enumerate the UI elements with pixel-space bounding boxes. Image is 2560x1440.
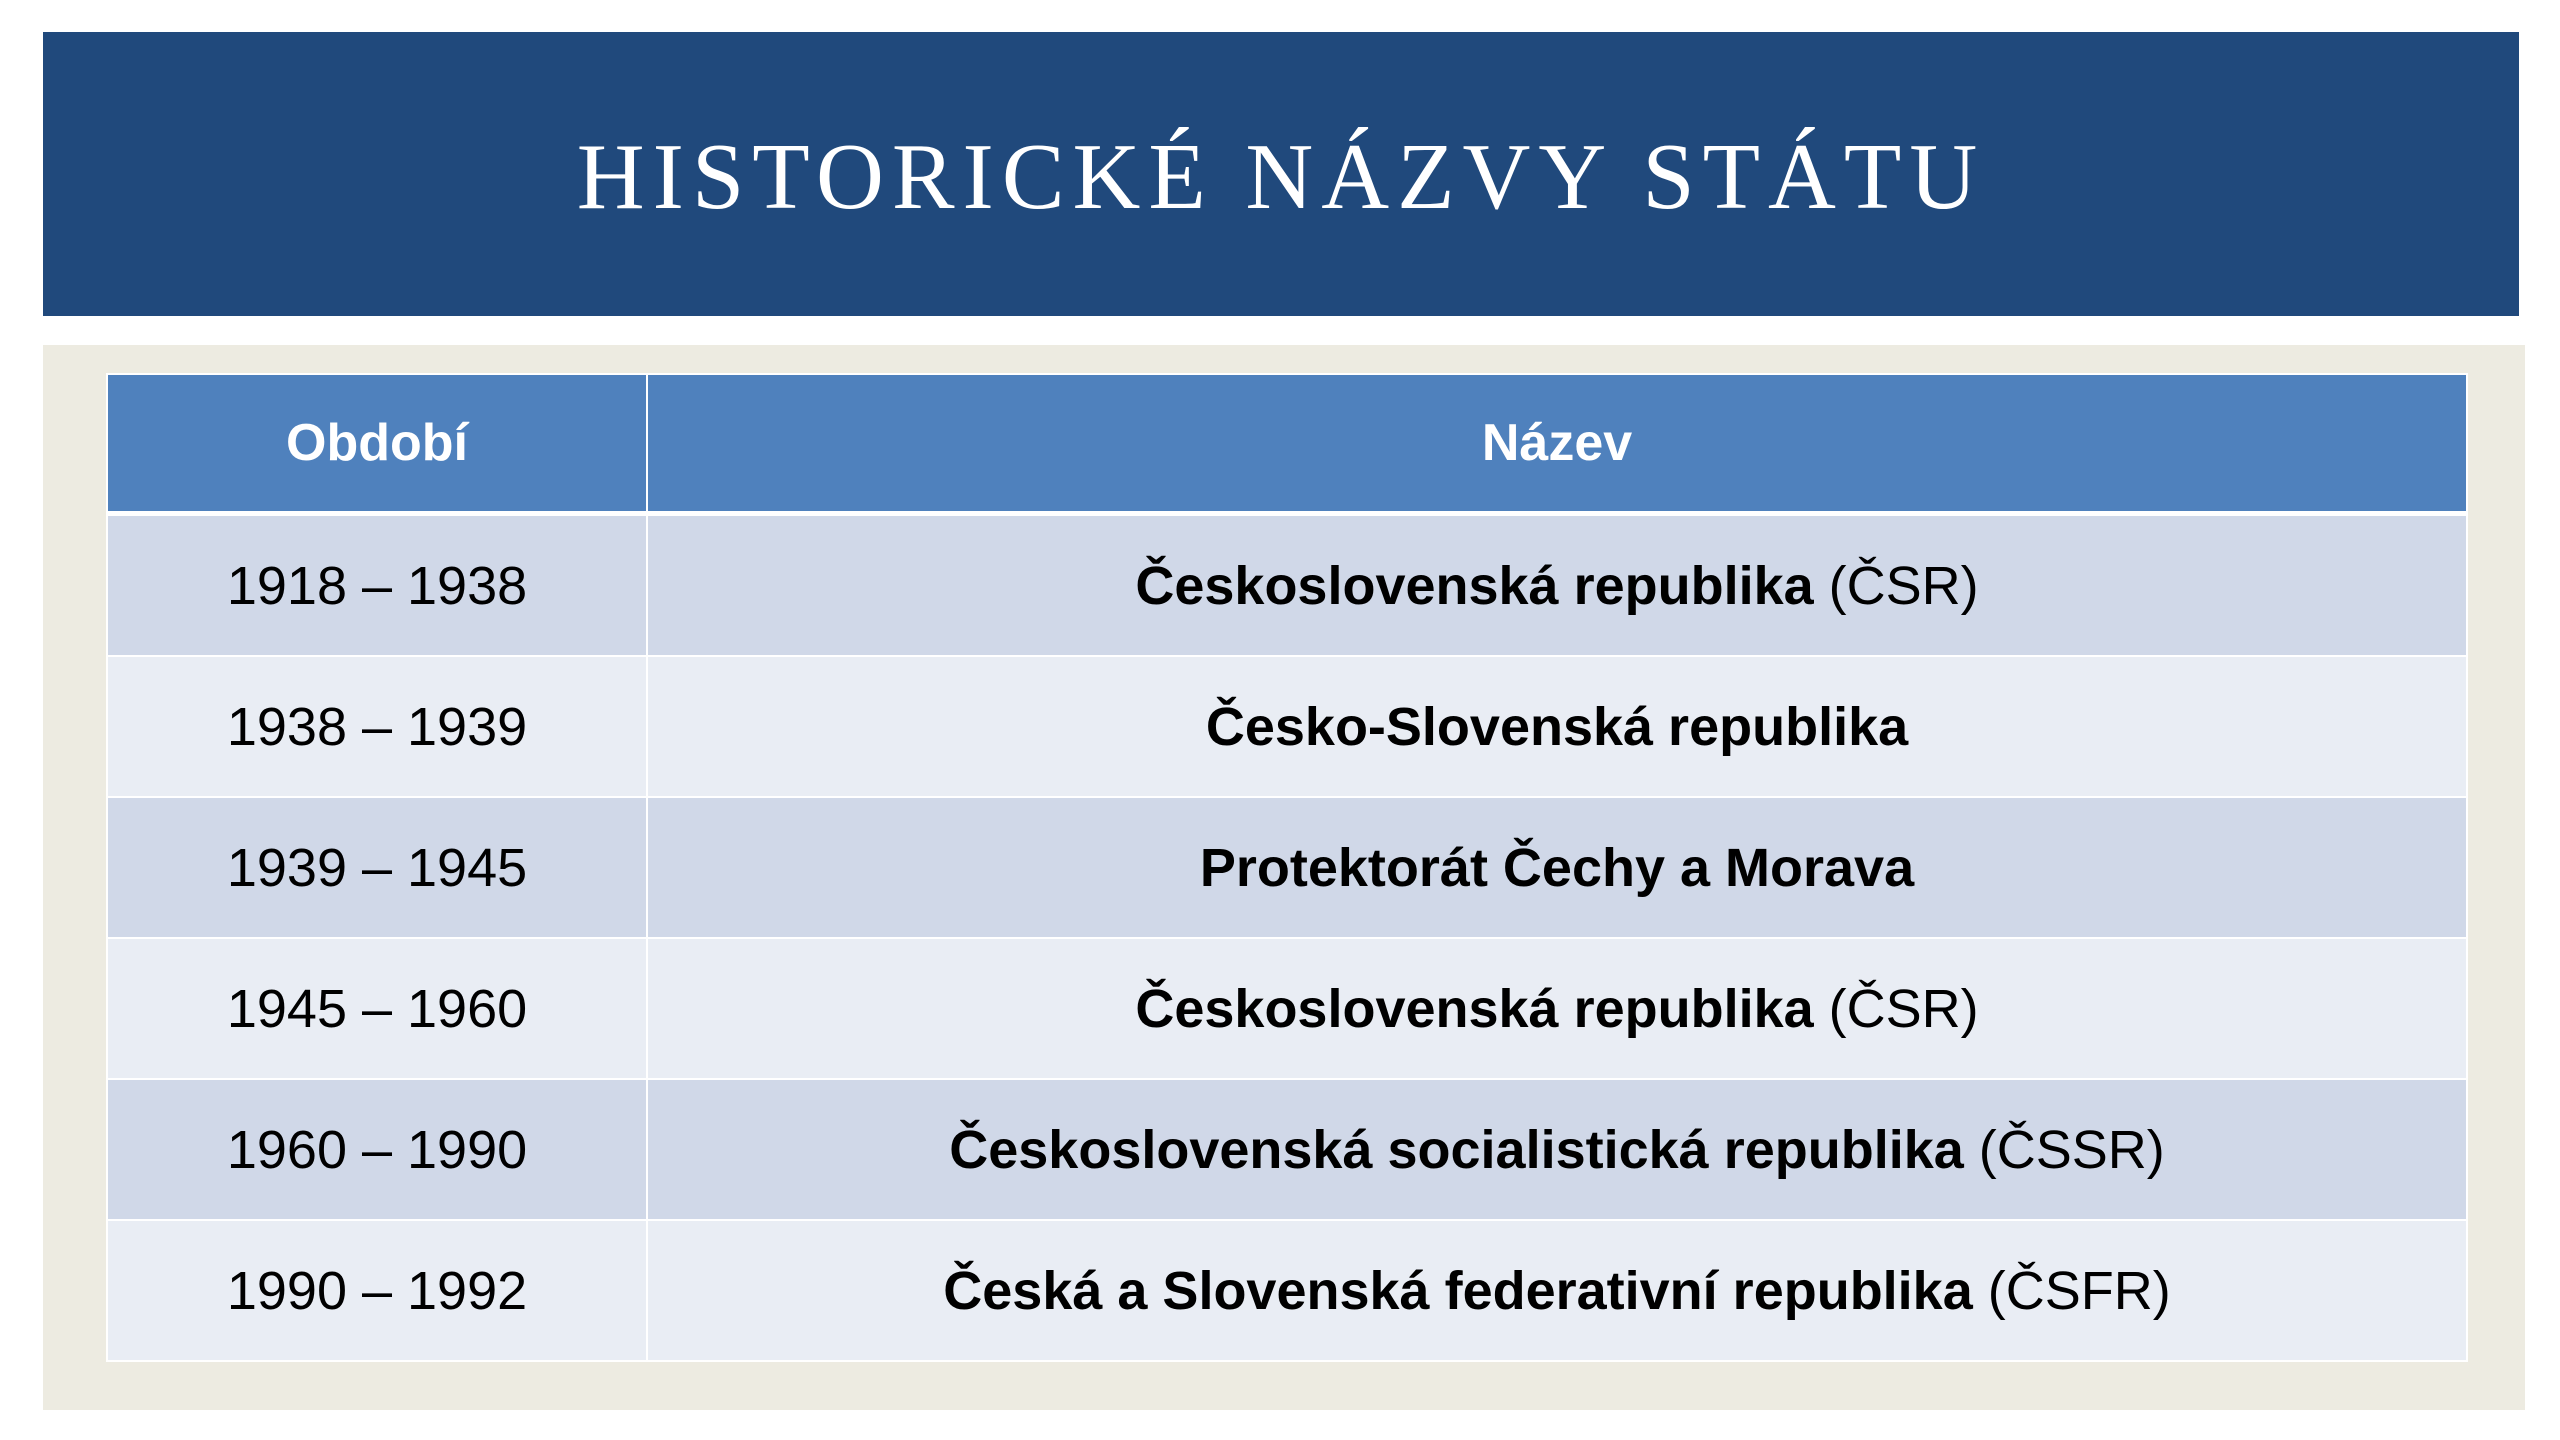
state-abbreviation: (ČSFR) xyxy=(1972,1260,2171,1321)
header-name: Název xyxy=(647,374,2467,514)
period-cell: 1990 – 1992 xyxy=(107,1220,647,1361)
name-cell xyxy=(647,938,2467,1079)
period-cell: 1945 – 1960 xyxy=(107,938,647,1079)
header-period: Období xyxy=(107,374,647,514)
state-name: Protektorát Čechy a Morava xyxy=(1199,837,1915,898)
history-table xyxy=(106,373,2468,1362)
table-row xyxy=(107,514,2467,657)
period-cell: 1938 – 1939 xyxy=(107,656,647,797)
state-abbreviation: (ČSSR) xyxy=(1963,1119,2165,1180)
table-row xyxy=(107,1220,2467,1361)
period-cell: 1939 – 1945 xyxy=(107,797,647,938)
state-name: Československá republika xyxy=(1135,555,1814,616)
table-row xyxy=(107,1079,2467,1220)
table-row xyxy=(107,938,2467,1079)
name-cell xyxy=(647,514,2467,657)
table-header-row xyxy=(107,374,2467,514)
name-cell xyxy=(647,1220,2467,1361)
name-cell xyxy=(647,1079,2467,1220)
content-panel xyxy=(43,345,2525,1410)
slide-title: HISTORICKÉ NÁZVY STÁTU xyxy=(576,125,1986,229)
name-cell xyxy=(647,797,2467,938)
state-name: Česko-Slovenská republika xyxy=(1205,696,1909,757)
period-cell: 1960 – 1990 xyxy=(107,1079,647,1220)
period-cell: 1918 – 1938 xyxy=(107,514,647,657)
state-abbreviation: (ČSR) xyxy=(1813,555,1979,616)
state-name: Česká a Slovenská federativní republika xyxy=(943,1260,1973,1321)
state-name: Československá socialistická republika xyxy=(949,1119,1964,1180)
name-cell xyxy=(647,656,2467,797)
state-abbreviation: (ČSR) xyxy=(1813,978,1979,1039)
title-banner xyxy=(43,32,2519,316)
table-row xyxy=(107,656,2467,797)
table-row xyxy=(107,797,2467,938)
state-name: Československá republika xyxy=(1135,978,1814,1039)
